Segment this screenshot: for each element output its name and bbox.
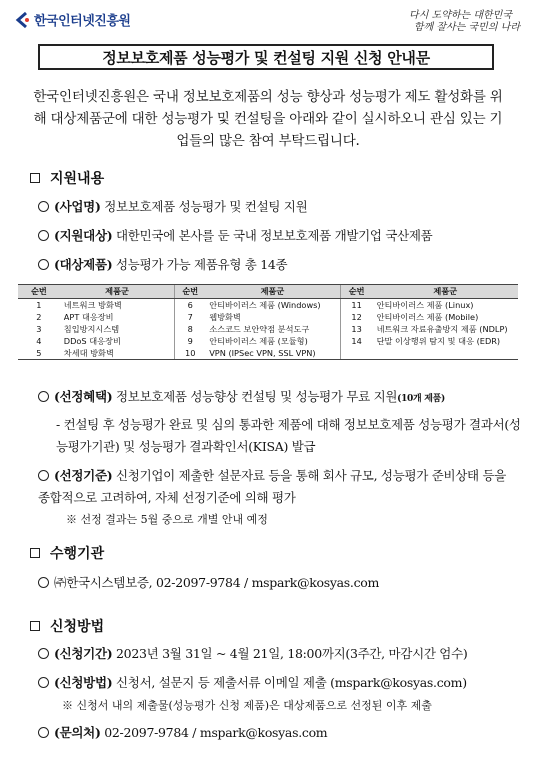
header (0, 0, 536, 44)
cell-product: 단말 이상행위 탐지 및 대응 (EDR) (376, 335, 501, 346)
table-row (18, 311, 518, 323)
col-header-no: 순번 (340, 285, 372, 299)
circle-bullet-icon (38, 727, 49, 738)
cell-product: APT 대응장비 (63, 311, 114, 322)
item-criteria (38, 465, 518, 509)
item-products (38, 254, 518, 276)
cell-no: 7 (175, 311, 205, 323)
kisa-logo (14, 10, 130, 29)
item-method (38, 672, 518, 694)
document-title: 정보보호제품 성능평가 및 컨설팅 지원 신청 안내문 (102, 48, 430, 67)
cell-no: 14 (340, 335, 372, 347)
section-title: 지원내용 (50, 171, 105, 187)
item-label: (선정기준) (54, 468, 113, 483)
table-row (18, 323, 518, 335)
benefit-detail-text: - 컨설팅 후 성능평가 완료 및 심의 통과한 제품에 대해 정보보호제품 성능평가 결과서(성능평가기관) 및 성능평가 결과확인서(KISA) 발급 (56, 417, 521, 454)
table-row (18, 299, 518, 312)
benefit-count: (10개 제품) (397, 394, 445, 404)
cell-product: 차세대 방화벽 (60, 347, 175, 360)
cell-product: 침입방지시스템 (63, 323, 120, 334)
slogan-line-2: 함께 잘사는 국민의 나라 (413, 22, 520, 33)
square-bullet-icon (30, 621, 40, 631)
cell-product: 안티바이러스 제품 (모듈형) (209, 335, 308, 346)
cell-no (340, 347, 372, 360)
slogan-line-1: 다시 도약하는 대한민국 (409, 10, 512, 21)
cell-product: 소스코드 보안약점 분석도구 (209, 323, 310, 334)
item-text: 정보보호제품 성능향상 컨설팅 및 성능평가 무료 지원 (116, 389, 398, 404)
cell-no: 6 (175, 299, 205, 312)
cell-no: 10 (175, 347, 205, 360)
item-label: (사업명) (54, 199, 101, 214)
item-text: ㈜한국시스템보증, 02-2097-9784 / mspark@kosyas.com (54, 575, 380, 590)
section-title: 수행기관 (50, 546, 105, 562)
cell-no: 11 (340, 299, 372, 312)
square-bullet-icon (30, 548, 40, 558)
table-row (18, 335, 518, 347)
circle-bullet-icon (38, 230, 49, 241)
title-box (38, 44, 494, 70)
square-bullet-icon (30, 173, 40, 183)
cell-no: 13 (340, 323, 372, 335)
item-label: (지원대상) (54, 228, 113, 243)
cell-no: 1 (36, 300, 42, 310)
col-header-group: 제품군 (60, 285, 175, 299)
cell-no: 4 (36, 336, 42, 346)
kisa-logo-icon (14, 11, 30, 29)
table-header-row (18, 285, 518, 299)
cell-no: 8 (175, 323, 205, 335)
cell-no: 12 (340, 311, 372, 323)
item-text: 신청기업이 제출한 설문자료 등을 통해 회사 규모, 성능평가 준비상태 등을 종합적으로 고려하여, 자체 선정기준에 의해 평가 (38, 468, 507, 505)
circle-bullet-icon (38, 391, 49, 402)
item-business (38, 196, 518, 218)
section-heading-support (30, 168, 104, 188)
cell-product: 안티바이러스 제품 (Linux) (376, 299, 474, 310)
table-row (18, 347, 518, 360)
item-label: (대상제품) (54, 257, 113, 272)
item-text: 신청서, 설문지 등 제출서류 이메일 제출 (mspark@kosyas.com) (116, 675, 467, 690)
item-contact (38, 722, 518, 744)
cell-product: VPN (IPSec VPN, SSL VPN) (205, 347, 340, 360)
circle-bullet-icon (38, 677, 49, 688)
item-benefit (38, 386, 518, 410)
item-label: (신청기간) (54, 646, 113, 661)
benefit-detail (48, 414, 526, 458)
circle-bullet-icon (38, 259, 49, 270)
section-heading-apply (30, 616, 104, 636)
circle-bullet-icon (38, 470, 49, 481)
circle-bullet-icon (38, 577, 49, 588)
item-text: 대한민국에 본사를 둔 국내 정보보호제품 개발기업 국산제품 (116, 228, 433, 243)
cell-product (373, 347, 518, 360)
product-table (18, 284, 518, 360)
cell-no: 5 (18, 347, 60, 360)
item-label: (문의처) (54, 725, 101, 740)
col-header-group: 제품군 (205, 285, 340, 299)
cell-product: 안티바이러스 제품 (Mobile) (376, 311, 479, 322)
col-header-no: 순번 (18, 285, 60, 299)
cell-no: 3 (36, 324, 42, 334)
col-header-no: 순번 (175, 285, 205, 299)
item-label: (선정혜택) (54, 389, 113, 404)
item-text: 2023년 3월 31일 ~ 4월 21일, 18:00까지(3주간, 마감시간 엄수) (116, 646, 468, 661)
item-text: 02-2097-9784 / mspark@kosyas.com (104, 725, 328, 740)
criteria-note: ※ 선정 결과는 5월 중으로 개별 안내 예정 (66, 513, 268, 526)
government-slogan (402, 10, 520, 34)
section-title: 신청방법 (50, 619, 105, 635)
cell-no: 9 (175, 335, 205, 347)
item-text: 성능평가 가능 제품유형 총 14종 (116, 257, 288, 272)
cell-product: DDoS 대응장비 (63, 335, 121, 346)
intro-paragraph: 한국인터넷진흥원은 국내 정보보호제품의 성능 향상과 성능평가 제도 활성화를 위해 대상제품군에 대한 성능평가 및 컨설팅을 아래와 같이 실시하오니 관심 있는 기업들의 많은 참여 부탁드립니다. (33, 89, 503, 149)
cell-product: 네트워크 자료유출방지 제품 (NDLP) (376, 323, 508, 334)
item-target (38, 225, 518, 247)
cell-no: 2 (36, 312, 42, 322)
item-period (38, 643, 518, 665)
circle-bullet-icon (38, 201, 49, 212)
section-heading-agency (30, 543, 104, 563)
method-note: ※ 신청서 내의 제출물(성능평가 신청 제품)은 대상제품으로 선정된 이후 제출 (62, 699, 432, 712)
col-header-group: 제품군 (373, 285, 518, 299)
cell-product: 안티바이러스 제품 (Windows) (209, 299, 321, 310)
org-name: 한국인터넷진흥원 (34, 14, 131, 29)
circle-bullet-icon (38, 648, 49, 659)
item-label: (신청방법) (54, 675, 113, 690)
cell-product: 네트워크 방화벽 (63, 299, 122, 310)
cell-product: 웹방화벽 (209, 311, 241, 322)
item-text: 정보보호제품 성능평가 및 컨설팅 지원 (104, 199, 308, 214)
item-agency (38, 572, 518, 594)
